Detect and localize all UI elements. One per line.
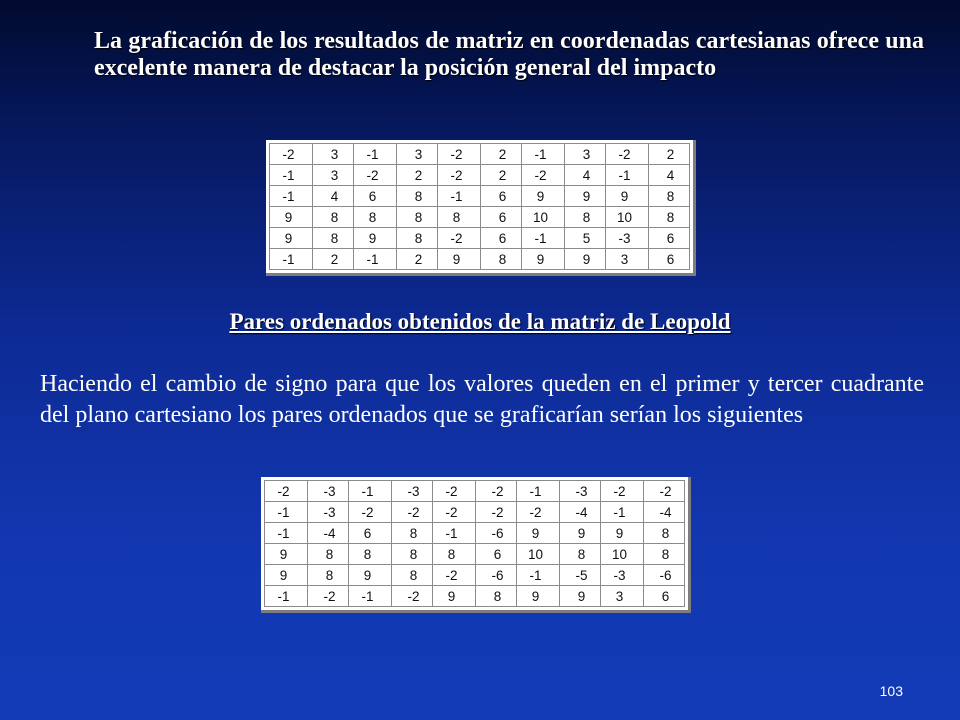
table-cell: -1 [601,502,644,523]
table-row [270,186,690,207]
table-cell: 8 [392,565,433,586]
table-cell: 8 [349,544,392,565]
table-cell: 9 [265,565,308,586]
table-cell: -2 [476,502,517,523]
table-cell: -3 [560,481,601,502]
table-cell: -2 [433,565,476,586]
table-cell: -1 [270,186,313,207]
table-cell: 8 [397,186,438,207]
table-cell: 6 [354,186,397,207]
table-row [270,249,690,270]
table-row [265,502,685,523]
table-cell: -6 [476,565,517,586]
table-cell: 2 [481,165,522,186]
table-cell: 9 [433,586,476,607]
table-cell: 9 [565,186,606,207]
slide-heading: La graficación de los resultados de matriz en coordenadas cartesianas ofrece una excelente manera de destacar la posición general del impacto [94,28,924,81]
table-cell: 3 [565,144,606,165]
ordered-pairs-table [266,140,696,276]
table-cell: -1 [349,586,392,607]
table-cell: -2 [438,165,481,186]
table-cell: 3 [397,144,438,165]
table-cell: -2 [354,165,397,186]
table-cell: 9 [517,523,560,544]
table-cell: 2 [649,144,690,165]
table-cell: -2 [517,502,560,523]
table-row [270,207,690,228]
table-cell: -1 [438,186,481,207]
table-cell: -1 [265,586,308,607]
table-row [265,481,685,502]
table-cell: 10 [522,207,565,228]
table-cell: 8 [481,249,522,270]
table-cell: -1 [517,481,560,502]
table-cell: 6 [481,186,522,207]
table-cell: 10 [517,544,560,565]
table-cell: 9 [270,207,313,228]
table-cell: 10 [606,207,649,228]
table-cell: 8 [354,207,397,228]
table-cell: -2 [349,502,392,523]
table-cell: 8 [649,186,690,207]
table-row [270,144,690,165]
table-cell: -3 [308,502,349,523]
table-cell: -2 [433,502,476,523]
table-cell: -1 [522,144,565,165]
table-cell: 8 [308,565,349,586]
table-cell: -5 [560,565,601,586]
table-cell: -2 [308,586,349,607]
table-cell: 9 [522,186,565,207]
table-cell: -6 [476,523,517,544]
table-cell: 8 [313,207,354,228]
table-cell: 8 [649,207,690,228]
table-row [265,544,685,565]
table-cell: 8 [644,523,685,544]
table-cell: -1 [354,144,397,165]
table-cell: -3 [601,565,644,586]
table-cell: -1 [265,502,308,523]
table-cell: 8 [392,544,433,565]
table-cell: 8 [433,544,476,565]
table-cell: 8 [397,207,438,228]
table-cell: 2 [481,144,522,165]
table-cell: 4 [649,165,690,186]
table-cell: 8 [476,586,517,607]
table-cell: 9 [349,565,392,586]
table-cell: 6 [481,228,522,249]
table-cell: -1 [522,228,565,249]
table-cell: 9 [560,523,601,544]
table-cell: -1 [265,523,308,544]
table-cell: -2 [438,144,481,165]
table-cell: 2 [397,165,438,186]
table-cell: -3 [392,481,433,502]
table-row [265,565,685,586]
table-cell: -1 [606,165,649,186]
body-paragraph: Haciendo el cambio de signo para que los valores queden en el primer y tercer cuadrante del plano cartesiano los pares ordenados que se graficarían serían los siguientes [40,371,924,428]
table-cell: -1 [517,565,560,586]
table-cell: 3 [606,249,649,270]
table-cell: -3 [606,228,649,249]
table-cell: 8 [397,228,438,249]
table-cell: -6 [644,565,685,586]
table-row [270,165,690,186]
table-cell: -1 [433,523,476,544]
table-cell: 6 [349,523,392,544]
table-cell: -4 [308,523,349,544]
ordered-pairs-table-body [270,144,690,270]
table-cell: 6 [649,228,690,249]
table-cell: 8 [438,207,481,228]
table-caption: Pares ordenados obtenidos de la matriz de Leopold [229,309,731,334]
table-cell: -1 [354,249,397,270]
table-cell: 8 [644,544,685,565]
table-cell: 3 [313,165,354,186]
table-cell: 8 [308,544,349,565]
table-cell: 6 [476,544,517,565]
table-cell: 8 [313,228,354,249]
table-cell: 9 [517,586,560,607]
table-cell: 9 [270,228,313,249]
table-cell: 10 [601,544,644,565]
table-cell: -2 [433,481,476,502]
table-cell: 9 [522,249,565,270]
table-cell: 3 [313,144,354,165]
table-cell: -2 [644,481,685,502]
table-cell: -1 [349,481,392,502]
table-row [265,523,685,544]
table-cell: 4 [565,165,606,186]
table-cell: -2 [265,481,308,502]
table-cell: 8 [560,544,601,565]
table-cell: 6 [644,586,685,607]
table-cell: 8 [565,207,606,228]
table-cell: 9 [354,228,397,249]
table-cell: -4 [560,502,601,523]
table-cell: 2 [397,249,438,270]
table-cell: -1 [270,165,313,186]
table-cell: 9 [606,186,649,207]
table-cell: 6 [481,207,522,228]
table-cell: 2 [313,249,354,270]
table-cell: 9 [601,523,644,544]
sign-changed-pairs-table-body [265,481,685,607]
table-cell: -2 [601,481,644,502]
sign-changed-pairs-table [261,477,691,613]
table-cell: -2 [606,144,649,165]
table-cell: -2 [392,586,433,607]
table-cell: 9 [265,544,308,565]
table-cell: -2 [392,502,433,523]
table-cell: -2 [438,228,481,249]
table-cell: -4 [644,502,685,523]
table-cell: -3 [308,481,349,502]
table-cell: 3 [601,586,644,607]
table-cell: 5 [565,228,606,249]
table-row [270,228,690,249]
table-cell: 9 [438,249,481,270]
table-cell: 4 [313,186,354,207]
table-row [265,586,685,607]
table-cell: 9 [560,586,601,607]
table-cell: -1 [270,249,313,270]
table-cell: 8 [392,523,433,544]
table-cell: -2 [476,481,517,502]
page-number: 103 [879,683,903,699]
table-cell: -2 [522,165,565,186]
table-cell: 9 [565,249,606,270]
table-cell: 6 [649,249,690,270]
table-cell: -2 [270,144,313,165]
